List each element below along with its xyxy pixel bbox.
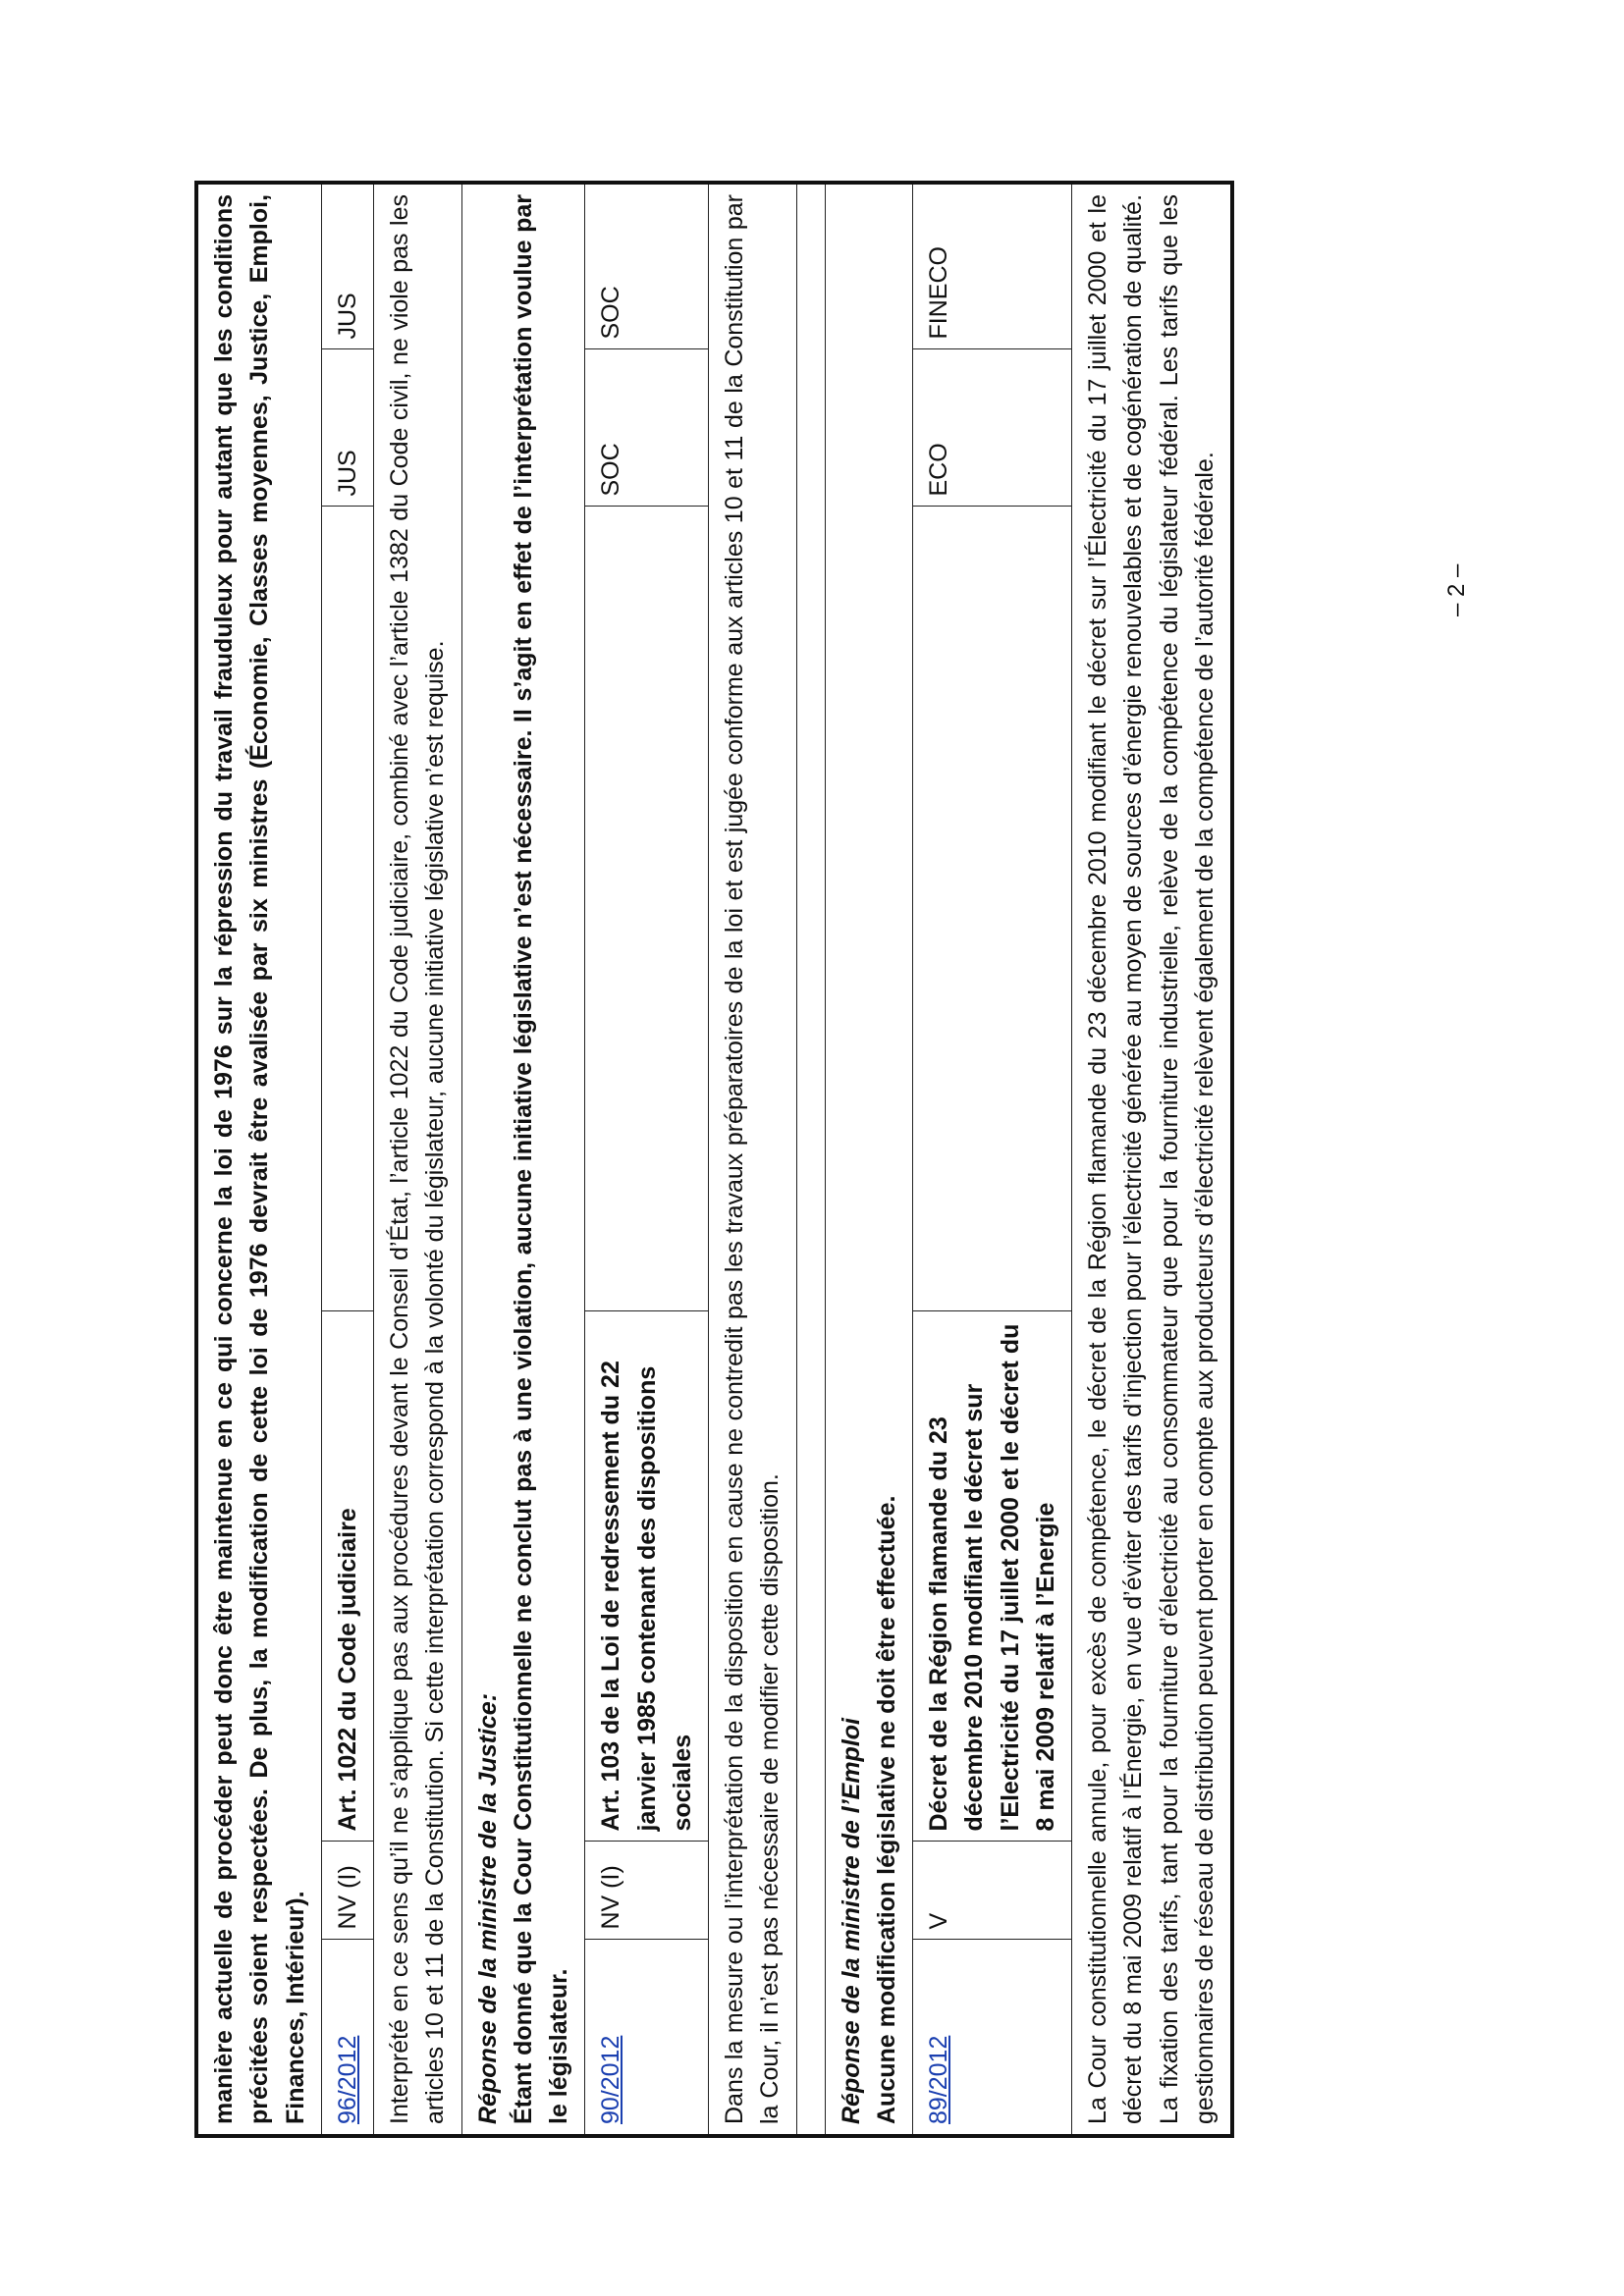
case-ref-cell [585, 1940, 709, 2136]
case-ref-link[interactable]: 89/2012 [925, 2035, 952, 2124]
case-competence: SOC [585, 349, 709, 507]
case-minister: SOC [585, 183, 709, 349]
case-body-row [1072, 183, 1233, 2136]
case-competence: ECO [913, 349, 1072, 507]
case-competence: JUS [321, 349, 373, 507]
case-type: NV (I) [321, 1842, 373, 1940]
case-col4 [321, 507, 373, 1311]
case-col4 [913, 507, 1072, 1311]
case-body: Interprété en ce sens qu’il ne s’applique pas aux procédures devant le Conseil d’État, l’article 1022 du Code judiciaire, combiné avec l’article 1382 du Code civil, ne viole pas les articles 10 et 11 de la Constitution. Si cette interprétation correspond à la volonté du législateur, aucune initiative législative n’est requise. [374, 183, 462, 2136]
case-type: V [913, 1842, 1072, 1940]
case-header-row [585, 183, 709, 2136]
case-body-row [374, 183, 462, 2136]
intro-text: manière actuelle de procéder peut donc être maintenue en ce qui concerne la loi de 1976 sur la répression du travail frauduleux pour autant que les conditions précitées soient respectées. De plus, la modification de cette loi de 1976 devrait être avalisée par six ministres (Économie, Classes moyennes, Justice, Emploi, Finances, Intérieur). [196, 183, 321, 2136]
case-body: Dans la mesure ou l’interprétation de la disposition en cause ne contredit pas les travaux préparatoires de la loi et est jugée conforme aux articles 10 et 11 de la Constitution par la Cour, il n’est pas nécessaire de modifier cette disposition. [709, 183, 797, 2136]
case-response-row [461, 183, 585, 2136]
case-ref-link[interactable]: 96/2012 [333, 2035, 361, 2124]
case-response-cell [461, 183, 585, 2136]
case-table [194, 181, 1234, 2138]
response-label: Réponse de la ministre de la Justice: [473, 1692, 502, 2124]
response-text: Étant donné que la Cour Constitutionnelle ne conclut pas à une violation, aucune initiative législative n’est nécessaire. Il s’agit en effet de l’interprétation voulue par le législateur. [509, 193, 572, 2124]
document-table-region [194, 185, 1434, 2138]
response-text: Aucune modification législative ne doit être effectuée. [872, 1495, 900, 2124]
spacer-row [796, 183, 825, 2136]
case-ref-cell [321, 1940, 373, 2136]
response-label: Réponse de la ministre de l’Emploi [837, 1718, 865, 2124]
case-col4 [585, 507, 709, 1311]
case-body: La Cour constitutionnelle annule, pour excès de compétence, le décret de la Région flamande du 23 décembre 2010 modifiant le décret sur l’Électricité du 17 juillet 2000 et le décret du 8 mai 2009 relatif à l’Énergie, en vue d’éviter des tarifs d’injection pour l’électricité générée au moyen de sources d’énergie renouvelables et de cogénération de qualité. La fixation des tarifs, tant pour la fourniture d’électricité au consommateur que pour la fourniture industrielle, relève de la compétence du législateur fédéral. Les tarifs que les gestionnaires de réseau de distribution peuvent porter en compte aux producteurs d’électricité relèvent également de la compétence de l’autorité fédérale. [1072, 183, 1233, 2136]
case-response-row [825, 183, 913, 2136]
case-response-cell [825, 183, 913, 2136]
case-type: NV (I) [585, 1842, 709, 1940]
case-title: Art. 1022 du Code judiciaire [321, 1311, 373, 1842]
case-minister: JUS [321, 183, 373, 349]
case-header-row [913, 183, 1072, 2136]
rotated-page-content [194, 185, 1470, 2138]
case-ref-link[interactable]: 90/2012 [597, 2035, 625, 2124]
page-number: – 2 – [1443, 563, 1470, 616]
spacer-cell [796, 183, 825, 2136]
case-title: Décret de la Région flamande du 23 décembre 2010 modifiant le décret sur l’Electricité du 17 juillet 2000 et le décret du 8 mai 2009 relatif à l’Energie [913, 1311, 1072, 1842]
case-minister: FINECO [913, 183, 1072, 349]
case-ref-cell [913, 1940, 1072, 2136]
intro-row [196, 183, 321, 2136]
case-header-row [321, 183, 373, 2136]
case-body-row [709, 183, 797, 2136]
case-title: Art. 103 de la Loi de redressement du 22 janvier 1985 contenant des dispositions sociales [585, 1311, 709, 1842]
